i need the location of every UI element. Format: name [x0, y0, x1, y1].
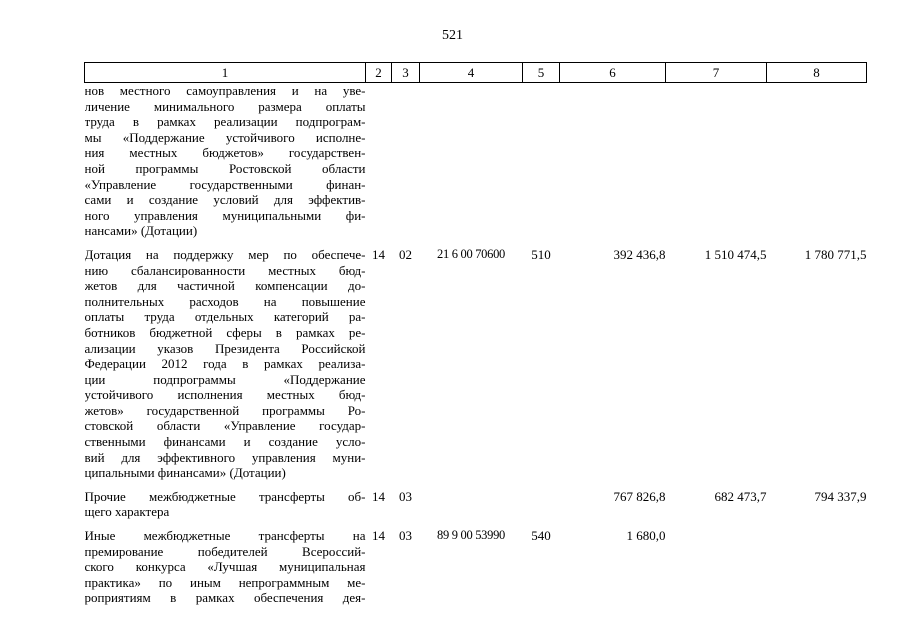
- col-header-7: 7: [666, 63, 767, 83]
- cell-target-item: [420, 83, 523, 239]
- description-line: «Управление государственными финан-: [84, 176, 366, 192]
- cell-amount-col7: 682 473,7: [714, 488, 767, 504]
- cell-target-item: 89 9 00 53990: [437, 528, 505, 543]
- description-line: полнительных расходов на повышение: [84, 293, 366, 309]
- cell-amount-col6: [560, 83, 666, 239]
- description-line: ботников бюджетной сферы в рамках ре-: [84, 324, 366, 340]
- cell-amount-col6: 1 680,0: [626, 528, 666, 544]
- row-description: [85, 489, 366, 520]
- col-header-3: 3: [392, 63, 420, 83]
- col-header-1: 1: [85, 63, 366, 83]
- cell-expense-type: 510: [531, 246, 551, 262]
- description-line: стовской области «Управление государ-: [84, 418, 366, 434]
- description-line: Дотация на поддержку мер по обеспече-: [84, 246, 366, 262]
- description-line: ния местных бюджетов» государствен-: [84, 145, 366, 161]
- description-line: роприятиям в рамках обеспечения дея-: [84, 590, 366, 606]
- description-line: нансами» (Дотации): [84, 223, 198, 239]
- table-row: [85, 489, 867, 520]
- description-line: нов местного самоуправления и на уве-: [84, 83, 366, 98]
- description-line: труда в рамках реализации подпрограм-: [84, 114, 366, 130]
- description-line: практика» по иным непрограммным ме-: [84, 574, 366, 590]
- col-header-5: 5: [523, 63, 560, 83]
- cell-section: 14: [372, 528, 385, 544]
- col-header-6: 6: [560, 63, 666, 83]
- description-line: Прочие межбюджетные трансферты об-: [84, 488, 366, 504]
- cell-subsection: 03: [399, 528, 412, 544]
- col-header-4: 4: [420, 63, 523, 83]
- cell-amount-col8: 1 780 771,5: [804, 246, 867, 262]
- row-description: [85, 247, 366, 481]
- description-line: оплаты труда отдельных категорий ра-: [84, 309, 366, 325]
- description-line: Иные межбюджетные трансферты на: [84, 528, 366, 544]
- row-description: [85, 83, 366, 239]
- description-line: ной программы Ростовской области: [84, 160, 366, 176]
- header-row: [85, 63, 867, 83]
- col-header-8: 8: [767, 63, 867, 83]
- table-row: [85, 528, 867, 606]
- description-line: мы «Поддержание устойчивого исполне-: [84, 129, 366, 145]
- cell-subsection: 02: [399, 246, 412, 262]
- description-line: нию сбалансированности местных бюд-: [84, 262, 366, 278]
- cell-amount-col7: [666, 83, 767, 239]
- cell-target-item: [420, 489, 523, 520]
- cell-amount-col8: [767, 83, 867, 239]
- description-line: ского конкурса «Лучшая муниципальная: [84, 559, 366, 575]
- description-line: ственными финансами и создание усло-: [84, 434, 366, 450]
- description-line: Федерации 2012 года в рамках реализа-: [84, 356, 366, 372]
- cell-amount-col7: 1 510 474,5: [704, 246, 767, 262]
- description-line: ципальными финансами» (Дотации): [84, 465, 286, 481]
- description-line: личение минимального размера оплаты: [84, 98, 366, 114]
- description-line: жетов для частичной компенсации до-: [84, 278, 366, 294]
- col-header-2: 2: [366, 63, 392, 83]
- cell-section: 14: [372, 488, 385, 504]
- page-number: 521: [442, 28, 463, 43]
- table-row: [85, 247, 867, 481]
- cell-subsection: [392, 83, 420, 239]
- cell-amount-col8: 794 337,9: [814, 488, 867, 504]
- description-line: ализации указов Президента Российской: [84, 340, 366, 356]
- cell-amount-col6: 392 436,8: [613, 246, 666, 262]
- budget-table: [84, 62, 867, 606]
- row-description: [85, 528, 366, 606]
- cell-target-item: 21 6 00 70600: [437, 246, 505, 261]
- cell-subsection: 03: [399, 488, 412, 504]
- cell-expense-type: 540: [531, 528, 551, 544]
- description-line: вий для эффективного управления муни-: [84, 449, 366, 465]
- cell-expense-type: [523, 489, 560, 520]
- cell-amount-col7: [666, 528, 767, 606]
- description-line: жетов» государственной программы Ро-: [84, 402, 366, 418]
- cell-amount-col6: 767 826,8: [613, 488, 666, 504]
- description-line: сами и создание условий для эффектив-: [84, 192, 366, 208]
- description-line: ции подпрограммы «Поддержание: [84, 371, 366, 387]
- cell-amount-col8: [767, 528, 867, 606]
- description-line: щего характера: [84, 504, 170, 520]
- description-line: премирование победителей Всероссий-: [84, 543, 366, 559]
- description-line: устойчивого исполнения местных бюд-: [84, 387, 366, 403]
- cell-expense-type: [523, 83, 560, 239]
- description-line: ного управления муниципальными фи-: [84, 207, 366, 223]
- table-row: [85, 83, 867, 239]
- cell-section: [366, 83, 392, 239]
- cell-section: 14: [372, 246, 385, 262]
